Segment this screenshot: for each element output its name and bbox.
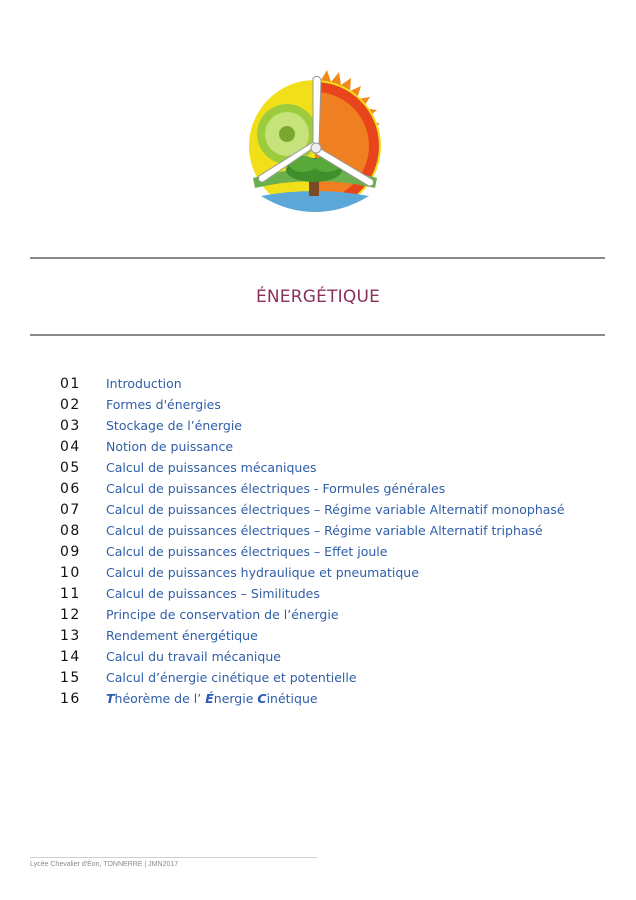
toc-link-text: héorème de l’ <box>114 691 206 706</box>
toc-number: 06 <box>60 481 81 497</box>
toc-number: 04 <box>60 439 81 455</box>
toc-item[interactable] <box>60 691 565 712</box>
toc-link[interactable]: Stockage de l’énergie <box>106 418 242 433</box>
toc-link[interactable]: Calcul de puissances électriques – Régime variable Alternatif monophasé <box>106 502 565 517</box>
toc-item[interactable] <box>60 628 565 649</box>
toc-number: 07 <box>60 502 81 518</box>
toc-item[interactable] <box>60 481 565 502</box>
top-rule <box>30 257 605 259</box>
energy-logo <box>243 70 393 220</box>
toc-item[interactable] <box>60 439 565 460</box>
toc-number: 05 <box>60 460 81 476</box>
footer-rule <box>30 857 317 858</box>
toc-link[interactable]: Introduction <box>106 376 182 391</box>
toc-link[interactable]: Rendement énergétique <box>106 628 258 643</box>
toc-item[interactable] <box>60 376 565 397</box>
toc-number: 16 <box>60 691 81 707</box>
toc-item[interactable] <box>60 460 565 481</box>
toc-item[interactable] <box>60 397 565 418</box>
page-title: ÉNERGÉTIQUE <box>255 287 381 307</box>
toc-item[interactable] <box>60 565 565 586</box>
bottom-rule <box>30 334 605 336</box>
toc-number: 15 <box>60 670 81 686</box>
toc-link[interactable]: Notion de puissance <box>106 439 234 454</box>
toc-link[interactable] <box>106 691 318 706</box>
toc-link[interactable]: Calcul de puissances – Similitudes <box>106 586 320 601</box>
toc-item[interactable] <box>60 649 565 670</box>
toc-item[interactable] <box>60 586 565 607</box>
toc-item[interactable] <box>60 544 565 565</box>
toc-link[interactable]: Calcul du travail mécanique <box>106 649 281 664</box>
toc-link[interactable]: Principe de conservation de l’énergie <box>106 607 339 622</box>
initial-letter: C <box>257 691 267 706</box>
initial-letter: É <box>205 691 214 706</box>
toc-link-text: nergie <box>213 691 258 706</box>
toc-item[interactable] <box>60 502 565 523</box>
toc-number: 08 <box>60 523 81 539</box>
toc-number: 01 <box>60 376 81 392</box>
toc-number: 13 <box>60 628 81 644</box>
toc-link[interactable]: Calcul de puissances électriques – Effet joule <box>106 544 388 559</box>
toc-number: 12 <box>60 607 81 623</box>
toc-number: 11 <box>60 586 81 602</box>
page-footer: Lycée Chevalier d'Éon, TONNERRE | JMN2017 <box>30 861 179 868</box>
toc-link[interactable]: Formes d'énergies <box>106 397 221 412</box>
toc-item[interactable] <box>60 670 565 691</box>
toc-link[interactable]: Calcul de puissances hydraulique et pneumatique <box>106 565 419 580</box>
toc-link[interactable]: Calcul de puissances électriques – Régime variable Alternatif triphasé <box>106 523 543 538</box>
toc-link[interactable]: Calcul de puissances électriques - Formules générales <box>106 481 446 496</box>
toc-number: 14 <box>60 649 81 665</box>
toc-number: 09 <box>60 544 81 560</box>
initial-letter: T <box>106 691 115 706</box>
toc-link[interactable]: Calcul d’énergie cinétique et potentielle <box>106 670 357 685</box>
table-of-contents <box>60 376 565 712</box>
toc-link-text: inétique <box>266 691 318 706</box>
toc-item[interactable] <box>60 418 565 439</box>
toc-item[interactable] <box>60 523 565 544</box>
toc-link[interactable]: Calcul de puissances mécaniques <box>106 460 317 475</box>
toc-number: 10 <box>60 565 81 581</box>
toc-item[interactable] <box>60 607 565 628</box>
gear-icon <box>257 104 317 164</box>
toc-number: 03 <box>60 418 81 434</box>
toc-number: 02 <box>60 397 81 413</box>
